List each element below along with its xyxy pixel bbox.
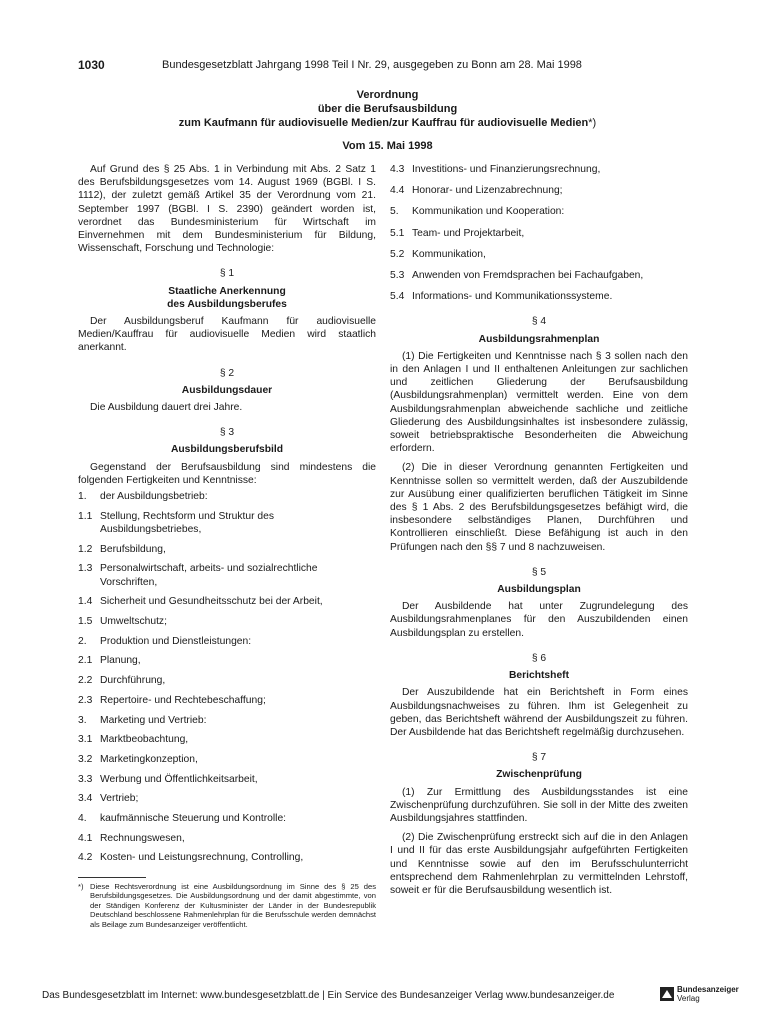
list-item: 4.1 Rechnungswesen, (78, 832, 185, 844)
list-item: 2.3 Repertoire- und Rechtebeschaffung; (78, 694, 266, 706)
section-7-number: § 7 (531, 752, 547, 764)
section-2-heading: Ausbildungsdauer (181, 384, 273, 396)
section-7-paragraph-2: (2) Die Zwischenprüfung erstreckt sich auf die in den Anlagen I und II für das erste Ausbildungsjahr aufgeführten Fertigkeiten und Kenntnisse sowie auf den im Berufsschulunterricht entsprechend dem Rahmenlehrplan zu vermittelnden Lehrstoff, soweit er für die Berufsausbildung wesentlich ist. (390, 832, 688, 896)
list-item: 3.3 Werbung und Öffentlichkeitsarbeit, (78, 773, 258, 785)
list-item: 5.1 Team- und Projektarbeit, (390, 227, 525, 239)
title-line-2: über die Berufsausbildung (317, 103, 458, 115)
curriculum-list-right (390, 163, 688, 303)
list-item: 4.2 Kosten- und Leistungsrechnung, Controlling, (78, 852, 304, 864)
publisher-logo (660, 985, 739, 1003)
list-item: 1. der Ausbildungsbetrieb: (78, 491, 208, 503)
section-2-number: § 2 (219, 367, 235, 379)
list-item: 5. Kommunikation und Kooperation: (390, 206, 565, 218)
section-3-heading: Ausbildungsberufsbild (170, 444, 284, 456)
logo-line-1: Bundesanzeiger (677, 985, 739, 994)
list-item: 5.2 Kommunikation, (390, 248, 486, 260)
logo-line-2: Verlag (677, 994, 700, 1003)
section-6-heading: Berichtsheft (508, 670, 570, 682)
left-column (78, 163, 376, 930)
title-line-3: zum Kaufmann für audiovisuelle Medien/zur Kauffrau für audiovisuelle Medien*) (178, 117, 597, 129)
section-7-heading: Zwischenprüfung (496, 769, 582, 781)
section-4-paragraph-1: (1) Die Fertigkeiten und Kenntnisse nach § 3 sollen nach den in den Anlagen I und II enthaltenen Anleitungen zur sachlichen und zeitlichen Gliederung der Berufsausbildung (Ausbildungsrahmenplan) vermittelt werden. Eine von dem Ausbildungsrahmenplan abweichende sachliche und zeitliche Gliederung des Ausbildungsinhaltes ist insbesondere zulässig, soweit betriebspraktische Besonderheiten die Abweichung erfordern. (390, 350, 688, 455)
list-item: 5.4 Informations- und Kommunikationssysteme. (390, 291, 613, 303)
publisher-logo-icon (660, 987, 674, 1001)
title-line-1: Verordnung (356, 89, 419, 101)
section-7-paragraph-1: (1) Zur Ermittlung des Ausbildungsstandes ist eine Zwischenprüfung durchzuführen. Sie soll in der Mitte des zweiten Ausbildungsjahres stattfinden. (390, 786, 688, 824)
section-4-number: § 4 (531, 316, 547, 328)
footer-text: Das Bundesgesetzblatt im Internet: www.bundesgesetzblatt.de | Ein Service des Bundesanzeiger Verlag www.bundesanzeiger.de (42, 990, 615, 1001)
document-title (70, 88, 705, 130)
list-item: 5.3 Anwenden von Fremdsprachen bei Fachaufgaben, (390, 270, 644, 282)
section-5-number: § 5 (531, 566, 547, 578)
section-4-heading: Ausbildungsrahmenplan (478, 333, 600, 345)
curriculum-list-left (78, 490, 376, 865)
title-footnote-marker: *) (588, 117, 597, 129)
list-item: 3. Marketing und Vertrieb: (78, 714, 207, 726)
footnote-marker: *) (78, 881, 84, 891)
list-item: 4. kaufmännische Steuerung und Kontrolle: (78, 813, 287, 825)
section-6-number: § 6 (531, 652, 547, 664)
page-number: 1030 (78, 58, 105, 72)
list-item: 2.1 Planung, (78, 655, 141, 667)
section-1-text: Der Ausbildungsberuf Kaufmann für audiovisuelle Medien/Kauffrau für audiovisuelle Medien wird staatlich anerkannt. (78, 316, 376, 354)
section-1-heading-line-1: Staatliche Anerkennung (168, 285, 286, 297)
list-item: 3.4 Vertrieb; (78, 793, 139, 805)
list-item: 4.4 Honorar- und Lizenzabrechnung; (390, 185, 563, 197)
section-4-paragraph-2: (2) Die in dieser Verordnung genannten Fertigkeiten und Kenntnisse sollen so vermittelt werden, daß der Auszubildende zur Ausübung einer qualifizierten beruflichen Tätigkeit im Sinne des § 1 Abs. 2 des Berufsbildungsgesetzes befähigt wird, die insbesondere selbständiges Planen, Durchführen und Kontrollieren einschließt. Diese Befähigung ist auch in den Prüfungen nach den §§ 7 und 8 nachzuweisen. (390, 462, 688, 553)
list-item: 4.3 Investitions- und Finanzierungsrechnung, (390, 164, 601, 175)
list-item: 1.3 Personalwirtschaft, arbeits- und sozialrechtliche Vorschriften, (78, 563, 318, 588)
footnote-text: Diese Rechtsverordnung ist eine Ausbildungsordnung im Sinne des § 25 des Berufsbildungsgesetzes. Die Ausbildungsordnung und der damit abgestimmte, von der Ständigen Konferenz der Kultusminister der Länder in der Bundesrepublik Deutschland beschlossene Rahmenlehrplan für die Berufsschule werden demnächst als Beilage zum Bundesanzeiger veröffentlicht. (90, 881, 376, 929)
list-item: 1.4 Sicherheit und Gesundheitsschutz bei der Arbeit, (78, 596, 323, 608)
section-5-text: Der Ausbildende hat unter Zugrundelegung des Ausbildungsrahmenplanes für den Auszubildenden einen Ausbildungsplan zu erstellen. (390, 601, 688, 639)
footnote (78, 882, 376, 930)
section-3-number: § 3 (219, 427, 235, 439)
section-5-heading: Ausbildungsplan (497, 584, 581, 596)
document-date: Vom 15. Mai 1998 (342, 140, 433, 152)
section-1-heading-line-2: des Ausbildungsberufes (167, 298, 287, 310)
list-item: 1.5 Umweltschutz; (78, 615, 167, 627)
section-6-text: Der Auszubildende hat ein Berichtsheft in Form eines Ausbildungsnachweises zu führen. Ihm ist Gelegenheit zu geben, das Berichtsheft während der Ausbildungszeit zu führen. Der Ausbildende hat das Berichtsheft regelmäßig durchzusehen. (390, 687, 688, 738)
list-item: 1.1 Stellung, Rechtsform und Struktur des Ausbildungsbetriebes, (78, 510, 274, 535)
section-2-text: Die Ausbildung dauert drei Jahre. (90, 402, 243, 414)
list-item: 3.2 Marketingkonzeption, (78, 753, 198, 765)
list-item: 3.1 Marktbeobachtung, (78, 734, 189, 746)
list-item: 1.2 Berufsbildung, (78, 543, 166, 555)
list-item: 2. Produktion und Dienstleistungen: (78, 635, 252, 647)
preamble: Auf Grund des § 25 Abs. 1 in Verbindung mit Abs. 2 Satz 1 des Berufsbildungsgesetzes vom 14. August 1969 (BGBl. I S. 1112), der zuletzt gemäß Artikel 35 der Verordnung vom 21. September 1997 (BGBl. I S. 2390) geändert worden ist, verordnet das Bundesministerium für Wirtschaft im Einvernehmen mit dem Bundesministerium für Bildung, Wissenschaft, Forschung und Technologie: (78, 164, 376, 255)
footnote-rule (78, 877, 146, 878)
section-3-intro: Gegenstand der Berufsausbildung sind mindestens die folgenden Fertigkeiten und Kenntnisse: (78, 461, 376, 486)
section-1-number: § 1 (219, 268, 235, 280)
running-head: Bundesgesetzblatt Jahrgang 1998 Teil I Nr. 29, ausgegeben zu Bonn am 28. Mai 1998 (162, 59, 582, 71)
list-item: 2.2 Durchführung, (78, 675, 166, 687)
section-1-heading (78, 285, 376, 311)
right-column (390, 163, 688, 903)
